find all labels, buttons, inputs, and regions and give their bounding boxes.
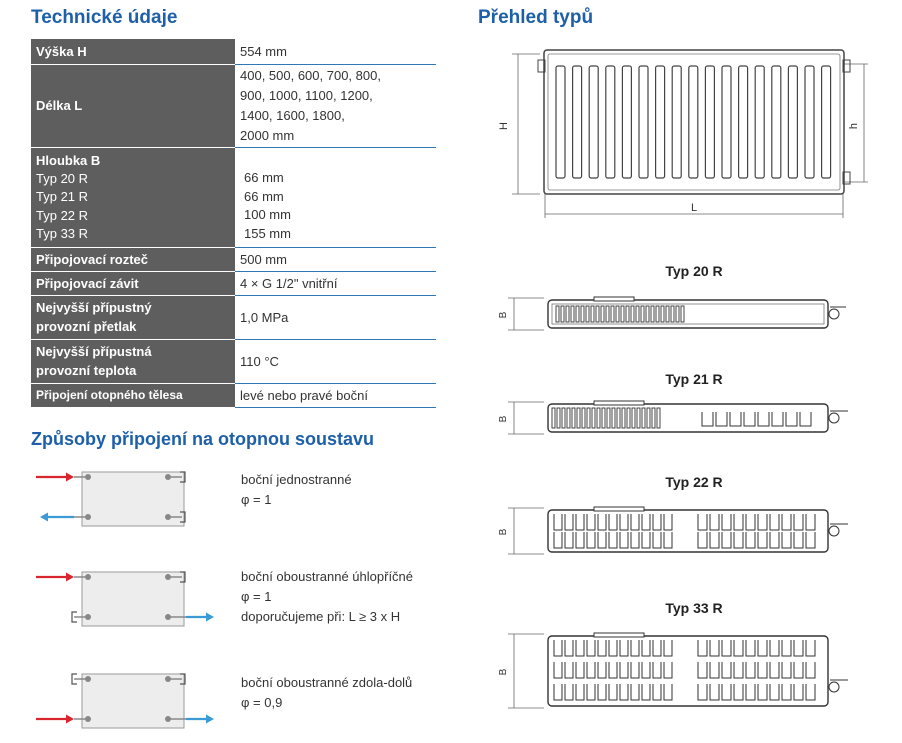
top-grille [594,297,634,301]
depth-label: Hloubka B [36,152,101,168]
temperature-label: provozní teplota [36,363,137,378]
type-overview-title: Přehled typů [478,7,594,28]
temperature-value: 110 °C [235,339,436,383]
valve-icon [829,682,839,692]
length-line: 400, 500, 600, 700, 800, [240,67,381,83]
one-sided-connection-diagram [36,466,226,541]
technical-data-table [31,39,436,408]
pitch-label: Připojovací rozteč [31,247,235,271]
temperature-label: Nejvyšší přípustná [36,344,152,359]
pressure-label-cell [31,295,235,339]
dimension-h-label: H [498,122,510,130]
diagonal-connection-diagram [36,566,226,641]
pitch-value: 500 mm [235,247,436,271]
top-grille [594,401,644,405]
depth-value: 155 mm [244,225,291,241]
top-grille [594,507,644,511]
return-arrow-head-icon [206,613,214,622]
valve-dot-icon [85,574,91,580]
radiator-front-view [498,42,882,222]
connection-name: boční oboustranné úhlopříčné [241,569,414,584]
spec-row-pitch [31,247,436,271]
type-21r-section-drawing [494,398,858,440]
spec-row-temperature [31,339,436,383]
depth-type: Typ 20 R [36,170,89,186]
type-20r-section-drawing [494,294,858,336]
depth-value: 100 mm [244,207,291,222]
type-22r-section-drawing [494,504,858,558]
top-grille [594,633,644,637]
length-label: Délka L [31,64,235,147]
valve-dot-icon [85,676,91,682]
type-22r-label: Typ 22 R [665,474,723,490]
connection-phi: φ = 1 [241,589,272,604]
dimension-b-label: B [498,415,509,423]
dimension-l-label: L [690,202,698,214]
valve-icon [829,413,839,423]
dimension-b-label: B [498,528,509,536]
length-line: 2000 mm [240,127,295,143]
depth-label-cell [31,147,235,247]
valve-dot-icon [85,716,91,722]
dimension-h-small-label: h [848,122,860,130]
valve-dot-icon [85,474,91,480]
return-arrow-head-icon [40,513,48,522]
panel-section [548,636,828,706]
flow-arrow-head-icon [66,715,74,724]
type-33r-label: Typ 33 R [665,600,723,616]
valve-dot-icon [85,614,91,620]
pressure-label: Nejvyšší přípustný [36,300,152,315]
length-line: 900, 1000, 1100, 1200, [240,87,373,103]
valve-icon [829,309,839,319]
connection-label: Připojení otopného tělesa [31,383,235,407]
flow-arrow-head-icon [66,573,74,582]
technical-data-title: Technické údaje [31,7,178,28]
type-21r-label: Typ 21 R [665,371,723,387]
connection-phi: φ = 0,9 [241,695,283,710]
depth-type: Typ 21 R [36,189,89,204]
length-line: 1400, 1600, 1800, [240,107,345,123]
one-sided-connection-text [241,470,352,510]
flow-arrow-head-icon [66,473,74,482]
connection-methods-title: Způsoby připojení na otopnou soustavu [31,429,374,449]
valve-icon [829,526,839,536]
height-value: 554 mm [235,39,436,64]
depth-values [235,147,436,247]
diagonal-connection-text [241,567,413,627]
connection-value: levé nebo pravé boční [235,383,436,407]
depth-type: Typ 33 R [36,226,89,241]
connection-name: boční jednostranné [241,472,352,487]
dimension-b-label: B [498,668,509,676]
pressure-value: 1,0 MPa [235,295,436,339]
spec-row-connection [31,383,436,407]
bottom-connection-text [241,673,412,713]
return-arrow-head-icon [206,715,214,724]
dimension-b-label: B [498,311,509,319]
thread-value: 4 × G 1/2" vnitřní [235,271,436,295]
panel-section [548,510,828,552]
temperature-label-cell [31,339,235,383]
type-20r-label: Typ 20 R [665,263,723,279]
valve-dot-icon [85,514,91,520]
bottom-connection-diagram [36,668,226,743]
connection-note: doporučujeme při: L ≥ 3 x H [241,609,401,624]
spec-row-height [31,39,436,64]
spec-row-thread [31,271,436,295]
spec-row-depth [31,147,436,247]
pressure-label: provozní přetlak [36,319,137,334]
type-33r-section-drawing [494,630,858,712]
spec-row-length [31,64,436,147]
depth-value: 66 mm [244,170,284,185]
depth-type: Typ 22 R [36,207,89,223]
spec-row-pressure [31,295,436,339]
connection-phi: φ = 1 [241,492,272,507]
height-label: Výška H [31,39,235,64]
depth-value: 66 mm [244,188,284,204]
connection-name: boční oboustranné zdola-dolů [241,675,413,690]
thread-label: Připojovací závit [31,271,235,295]
length-values [235,64,436,147]
